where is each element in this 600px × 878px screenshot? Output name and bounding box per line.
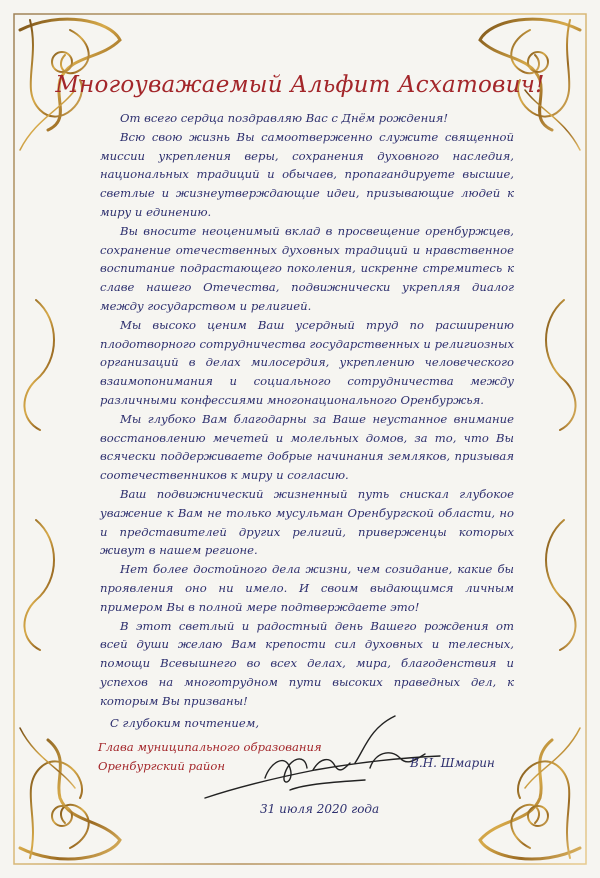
paragraph-gratitude: Мы глубоко Вам благодарны за Ваше неустанное внимание восстановлению мечетей и молельных домов, за то, что Вы всячески поддерживаете добрые начинания земляков, призывая соотечественников к миру и согласию. — [100, 411, 514, 483]
paragraph-respect: Ваш подвижнический жизненный путь снискал глубокое уважение к Вам не только мусульман Оренбургской области, но и представителей других религий, приверженцы которых живут в нашем регионе. — [100, 486, 514, 558]
paragraph-contribution: Вы вносите неоценимый вклад в просвещение оренбуржцев, сохранение отечественных духовных традиций и нравственное воспитание подрастающего поколения, искренне стремитесь к славе нашего Отечества, подвижнически укрепляя диалог между государством и религией. — [100, 223, 514, 313]
signer-position-line2: Оренбургский район — [98, 759, 225, 773]
signer-name: В.Н. Шмарин — [410, 756, 495, 770]
closing-line: С глубоким почтением, — [110, 716, 260, 730]
letter-title: Многоуважаемый Альфит Асхатович! — [55, 72, 545, 98]
letter-date: 31 июля 2020 года — [260, 802, 380, 816]
paragraph-greeting: От всего сердца поздравляю Вас с Днём рождения! — [120, 111, 449, 125]
paragraph-service: Всю свою жизнь Вы самоотверженно служите священной миссии укрепления веры, сохранения духовного наследия, национальных традиций и обычаев, пропагандируете высшие, светлые и жизнеутверждающие идеи, призывающие людей к миру и единению. — [100, 129, 514, 219]
paragraph-creation: Нет более достойного дела жизни, чем созидание, какие бы проявления оно ни имело. И своим выдающимся личным примером Вы в полной мере подтверждаете это! — [100, 562, 514, 614]
letter-body — [100, 109, 514, 711]
signer-position-line1: Глава муниципального образования — [98, 740, 322, 754]
paragraph-wishes: В этот светлый и радостный день Вашего рождения от всей души желаю Вам крепости сил духовных и телесных, помощи Всевышнего во всех делах, мира, благоденствия и успехов на многотрудном пути высоких праведных дел, к которым Вы призваны! — [100, 618, 514, 708]
paragraph-appreciation: Мы высоко ценим Ваш усердный труд по расширению плодотворного сотрудничества государственных и религиозных организаций в делах милосердия, укреплению человеческого взаимопонимания и социального сотрудничества между различными конфессиями многонационального Оренбуржья. — [100, 317, 514, 407]
